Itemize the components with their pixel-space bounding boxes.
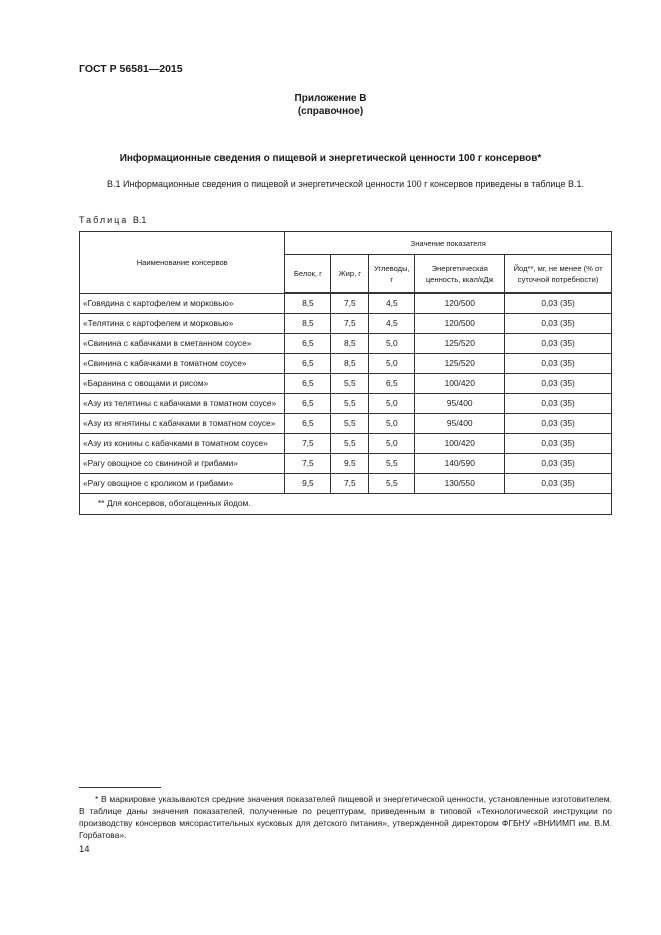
energy-cell: 125/520 bbox=[415, 353, 505, 373]
fat-cell: 7,5 bbox=[331, 293, 369, 313]
table-row bbox=[80, 433, 612, 453]
product-name-cell: «Свинина с кабачками в сметанном соусе» bbox=[80, 333, 285, 353]
iodine-cell: 0,03 (35) bbox=[505, 453, 612, 473]
product-name-cell: «Азу из конины с кабачками в томатном соусе» bbox=[80, 433, 285, 453]
table-row bbox=[80, 353, 612, 373]
protein-cell: 6,5 bbox=[285, 333, 331, 353]
carbs-cell: 5,5 bbox=[369, 453, 415, 473]
iodine-cell: 0,03 (35) bbox=[505, 313, 612, 333]
section-heading: Информационные сведения о пищевой и энергетической ценности 100 г консервов* bbox=[119, 153, 542, 164]
table-row bbox=[80, 393, 612, 413]
column-header-name: Наименование консервов bbox=[80, 232, 285, 294]
carbs-cell: 4,5 bbox=[369, 313, 415, 333]
column-header-protein: Белок, г bbox=[285, 255, 331, 294]
intro-paragraph: В.1 Информационные сведения о пищевой и энергетической ценности 100 г консервов приведены в таблице В.1. bbox=[107, 179, 584, 189]
iodine-cell: 0,03 (35) bbox=[505, 413, 612, 433]
fat-cell: 7,5 bbox=[331, 313, 369, 333]
column-header-fat: Жир, г bbox=[331, 255, 369, 294]
table-row bbox=[80, 333, 612, 353]
fat-cell: 8,5 bbox=[331, 333, 369, 353]
energy-cell: 100/420 bbox=[415, 433, 505, 453]
table-label-word: Таблица bbox=[79, 215, 129, 225]
protein-cell: 6,5 bbox=[285, 413, 331, 433]
protein-cell: 7,5 bbox=[285, 433, 331, 453]
column-group-header: Значение показателя bbox=[285, 232, 612, 255]
product-name-cell: «Азу из ягнятины с кабачками в томатном соусе» bbox=[80, 413, 285, 433]
fat-cell: 7,5 bbox=[331, 473, 369, 493]
table-label-number: В.1 bbox=[132, 215, 147, 225]
iodine-cell: 0,03 (35) bbox=[505, 373, 612, 393]
energy-cell: 95/400 bbox=[415, 413, 505, 433]
energy-cell: 120/500 bbox=[415, 313, 505, 333]
energy-cell: 130/550 bbox=[415, 473, 505, 493]
footnote-divider bbox=[79, 787, 161, 788]
energy-cell: 120/500 bbox=[415, 293, 505, 313]
document-header: ГОСТ Р 56581—2015 bbox=[79, 63, 183, 75]
product-name-cell: «Рагу овощное со свининой и грибами» bbox=[80, 453, 285, 473]
carbs-cell: 6,5 bbox=[369, 373, 415, 393]
fat-cell: 5,5 bbox=[331, 373, 369, 393]
iodine-cell: 0,03 (35) bbox=[505, 333, 612, 353]
energy-cell: 140/590 bbox=[415, 453, 505, 473]
product-name-cell: «Свинина с кабачками в томатном соусе» bbox=[80, 353, 285, 373]
table-row bbox=[80, 413, 612, 433]
iodine-cell: 0,03 (35) bbox=[505, 433, 612, 453]
appendix-subtitle: (справочное) bbox=[297, 106, 364, 117]
protein-cell: 8,5 bbox=[285, 293, 331, 313]
table-row bbox=[80, 293, 612, 313]
protein-cell: 6,5 bbox=[285, 373, 331, 393]
fat-cell: 8,5 bbox=[331, 353, 369, 373]
page-number: 14 bbox=[79, 844, 90, 855]
page-footnote: * В маркировке указываются средние значения показателей пищевой и энергетической ценности, установленные изготовителем. В таблице даны значения показателей, полученные по рецептурам, приведенным в типовой «Технологической инструкции по производству консервов мясорастительных кусковых для детского питания», утвержденной директором ФГБНУ «ВНИИМП им. В.М. Горбатова». bbox=[79, 794, 612, 840]
protein-cell: 9,5 bbox=[285, 473, 331, 493]
protein-cell: 7,5 bbox=[285, 453, 331, 473]
iodine-cell: 0,03 (35) bbox=[505, 353, 612, 373]
energy-cell: 125/520 bbox=[415, 333, 505, 353]
column-header-iodine: Йод**, мг, не менее (% от суточной потребности) bbox=[505, 255, 612, 294]
fat-cell: 5,5 bbox=[331, 433, 369, 453]
appendix-title bbox=[0, 92, 661, 118]
fat-cell: 5,5 bbox=[331, 413, 369, 433]
product-name-cell: «Телятина с картофелем и морковью» bbox=[80, 313, 285, 333]
table-row bbox=[80, 373, 612, 393]
iodine-cell: 0,03 (35) bbox=[505, 393, 612, 413]
table-row bbox=[80, 473, 612, 493]
carbs-cell: 5,5 bbox=[369, 473, 415, 493]
product-name-cell: «Рагу овощное с кроликом и грибами» bbox=[80, 473, 285, 493]
protein-cell: 6,5 bbox=[285, 393, 331, 413]
protein-cell: 8,5 bbox=[285, 313, 331, 333]
energy-cell: 95/400 bbox=[415, 393, 505, 413]
carbs-cell: 5,0 bbox=[369, 393, 415, 413]
fat-cell: 9,5 bbox=[331, 453, 369, 473]
product-name-cell: «Говядина с картофелем и морковью» bbox=[80, 293, 285, 313]
appendix-title-label: Приложение В bbox=[294, 93, 367, 104]
table-row bbox=[80, 313, 612, 333]
carbs-cell: 4,5 bbox=[369, 293, 415, 313]
carbs-cell: 5,0 bbox=[369, 353, 415, 373]
energy-cell: 100/420 bbox=[415, 373, 505, 393]
column-header-energy: Энергетическая ценность, ккал/кДж bbox=[415, 255, 505, 294]
iodine-cell: 0,03 (35) bbox=[505, 473, 612, 493]
carbs-cell: 5,0 bbox=[369, 433, 415, 453]
product-name-cell: «Баранина с овощами и рисом» bbox=[80, 373, 285, 393]
product-name-cell: «Азу из телятины с кабачками в томатном соусе» bbox=[80, 393, 285, 413]
iodine-cell: 0,03 (35) bbox=[505, 293, 612, 313]
protein-cell: 6,5 bbox=[285, 353, 331, 373]
carbs-cell: 5,0 bbox=[369, 333, 415, 353]
table-row bbox=[80, 453, 612, 473]
nutrition-table bbox=[79, 231, 612, 515]
fat-cell: 5,5 bbox=[331, 393, 369, 413]
column-header-carbs: Углеводы, г bbox=[369, 255, 415, 294]
table-footnote: ** Для консервов, обогащенных йодом. bbox=[80, 493, 612, 514]
table-label bbox=[79, 215, 146, 225]
carbs-cell: 5,0 bbox=[369, 413, 415, 433]
